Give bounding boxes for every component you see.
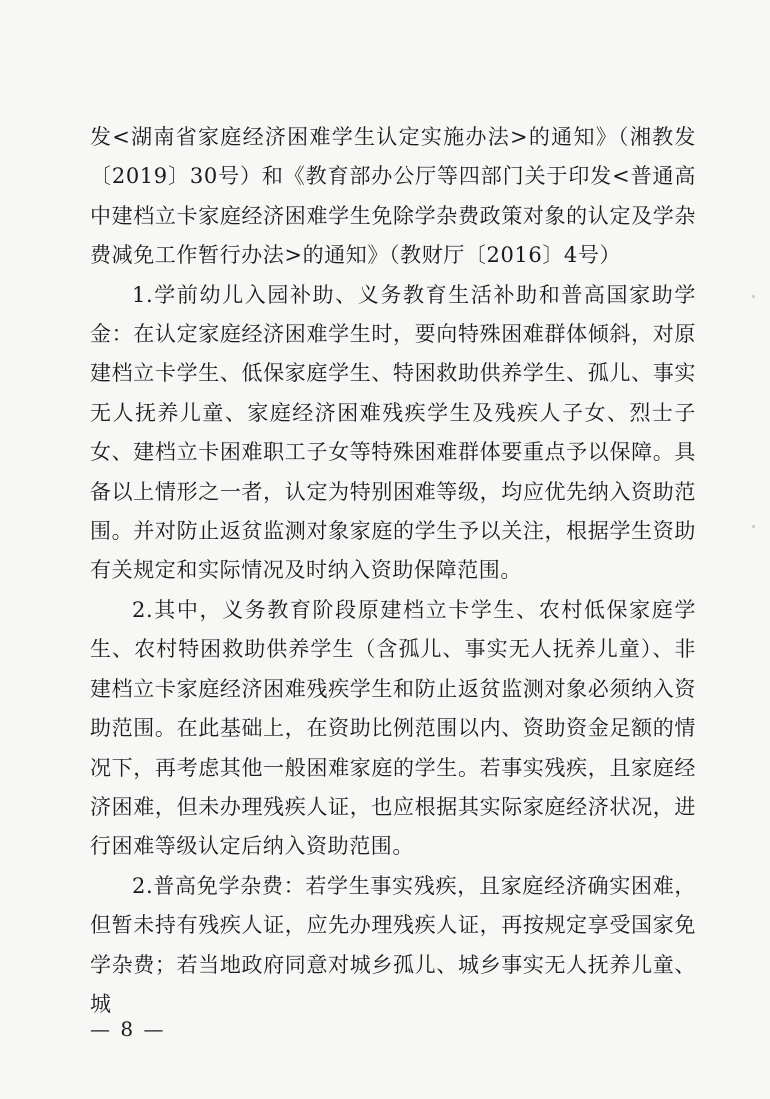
- paragraph-item-tuition-exemption: 2.普高免学杂费：若学生事实残疾，且家庭经济确实困难，但暂未持有残疾人证，应先办理残疾人证，再按规定享受国家免学杂费；若当地政府同意对城乡孤儿、城乡事实无人抚养儿童、城: [90, 873, 696, 1016]
- document-body: [90, 118, 696, 1024]
- scan-speck: [752, 295, 755, 298]
- scan-speck: [752, 525, 755, 528]
- paragraph-notice-reference: 发<湖南省家庭经济困难学生认定实施办法>的通知》（湘教发〔2019〕30号）和《教育部办公厅等四部门关于印发<普通高中建档立卡家庭经济困难学生免除学杂费政策对象的认定及学杂费减免工作暂行办法>的通知》（教财厅〔2016〕4号）: [90, 125, 696, 268]
- paragraph-item-compulsory-education: 2.其中，义务教育阶段原建档立卡学生、农村低保家庭学生、农村特困救助供养学生（含孤儿、事实无人抚养儿童）、非建档立卡家庭经济困难残疾学生和防止返贫监测对象必须纳入资助范围。在此基础上，在资助比例范围以内、资助资金足额的情况下，再考虑其他一般困难家庭的学生。若事实残疾，且家庭经济困难，但未办理残疾人证，也应根据其实际家庭经济状况，进行困难等级认定后纳入资助范围。: [90, 597, 696, 859]
- page-number: — 8 —: [90, 1017, 166, 1041]
- paragraph-item-preschool-subsidy: 1.学前幼儿入园补助、义务教育生活补助和普高国家助学金：在认定家庭经济困难学生时，要向特殊困难群体倾斜，对原建档立卡学生、低保家庭学生、特困救助供养学生、孤儿、事实无人抚养儿童、家庭经济困难残疾学生及残疾人子女、烈士子女、建档立卡困难职工子女等特殊困难群体要重点予以保障。具备以上情形之一者，认定为特别困难等级，均应优先纳入资助范围。并对防止返贫监测对象家庭的学生予以关注，根据学生资助有关规定和实际情况及时纳入资助保障范围。: [90, 282, 696, 583]
